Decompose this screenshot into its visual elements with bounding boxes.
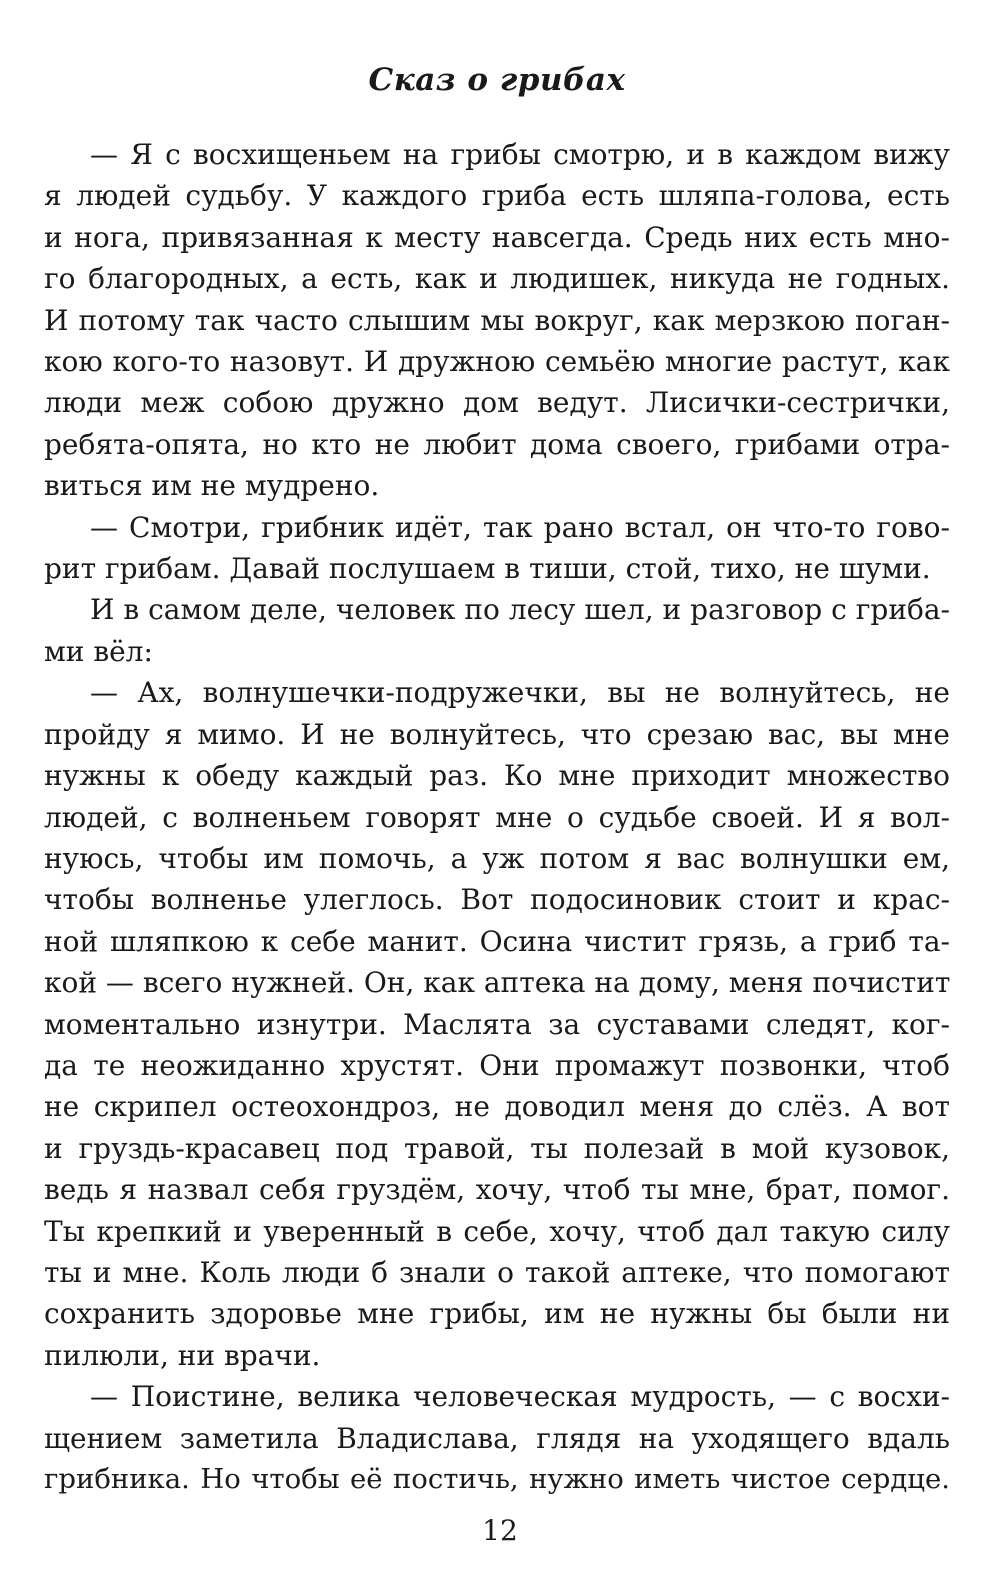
text-line: пройду я мимо. И не волнуйтесь, что срезаю вас, вы мне xyxy=(44,717,950,751)
text-line: люди меж собою дружно дом ведут. Лисички-сестрички, xyxy=(44,386,950,420)
text-line: Ты крепкий и уверенный в себе, хочу, чтоб дал такую силу xyxy=(44,1214,950,1248)
text-line: — Ах, волнушечки-подружечки, вы не волнуйтесь, не xyxy=(90,676,950,710)
text-line: чтобы волненье улеглось. Вот подосиновик стоит и крас- xyxy=(44,883,950,917)
text-line: кою кого-то назовут. И дружною семьёю многие растут, как xyxy=(44,345,950,379)
chapter-title: Сказ о грибах xyxy=(368,62,626,98)
text-line: не скрипел остеохондроз, не доводил меня до слёз. А вот xyxy=(44,1090,950,1124)
text-line: людей, с волненьем говорят мне о судьбе своей. И я вол- xyxy=(44,800,950,834)
text-line: я людей судьбу. У каждого гриба есть шляпа-голова, есть xyxy=(44,179,950,213)
text-line: нужны к обеду каждый раз. Ко мне приходит множество xyxy=(44,759,950,793)
text-line: И в самом деле, человек по лесу шел, и разговор с гриба- xyxy=(90,593,950,627)
text-line: щением заметила Владислава, глядя на уходящего вдаль xyxy=(44,1421,950,1455)
text-line: ты и мне. Коль люди б знали о такой аптеке, что помогают xyxy=(44,1255,950,1289)
text-line: кой — всего нужней. Он, как аптека на дому, меня почистит xyxy=(44,966,951,1000)
text-line: — Смотри, грибник идёт, так рано встал, он что-то гово- xyxy=(90,510,950,544)
text-line: сохранить здоровье мне грибы, им не нужны бы были ни xyxy=(44,1297,950,1331)
text-line: да те неожиданно хрустят. Они промажут позвонки, чтоб xyxy=(44,1048,950,1082)
text-line: — Я с восхищеньем на грибы смотрю, и в каждом вижу xyxy=(90,138,950,171)
text-line: ной шляпкою к себе манит. Осина чистит грязь, а гриб та- xyxy=(44,924,950,958)
text-line: рит грибам. Давай послушаем в тиши, стой, тихо, не шуми. xyxy=(44,552,931,586)
text-line: моментально изнутри. Маслята за суставами следят, ког- xyxy=(44,1007,950,1041)
text-line: ребята-опята, но кто не любит дома своего, грибами отра- xyxy=(44,427,950,461)
page-number: 12 xyxy=(482,1514,518,1547)
text-line: пилюли, ни врачи. xyxy=(44,1338,321,1372)
text-line: и нога, привязанная к месту навсегда. Средь них есть мно- xyxy=(44,220,950,254)
text-line: го благородных, а есть, как и людишек, никуда не годных. xyxy=(44,262,950,296)
text-line: ведь я назвал себя груздём, хочу, чтоб ты мне, брат, помог. xyxy=(44,1173,950,1207)
text-line: и груздь-красавец под травой, ты полезай в мой кузовок, xyxy=(44,1131,950,1165)
text-line: И потому так часто слышим мы вокруг, как мерзкою поган- xyxy=(44,303,950,337)
text-line: нуюсь, чтобы им помочь, а уж потом я вас волнушки ем, xyxy=(44,841,950,875)
text-line: — Поистине, велика человеческая мудрость, — с восхи- xyxy=(90,1380,950,1414)
body-text xyxy=(44,134,950,1500)
text-line: ми вёл: xyxy=(44,634,153,668)
text-line: виться им не мудрено. xyxy=(44,469,380,503)
text-line: грибника. Но чтобы её постичь, нужно иметь чистое сердце. xyxy=(44,1463,950,1495)
